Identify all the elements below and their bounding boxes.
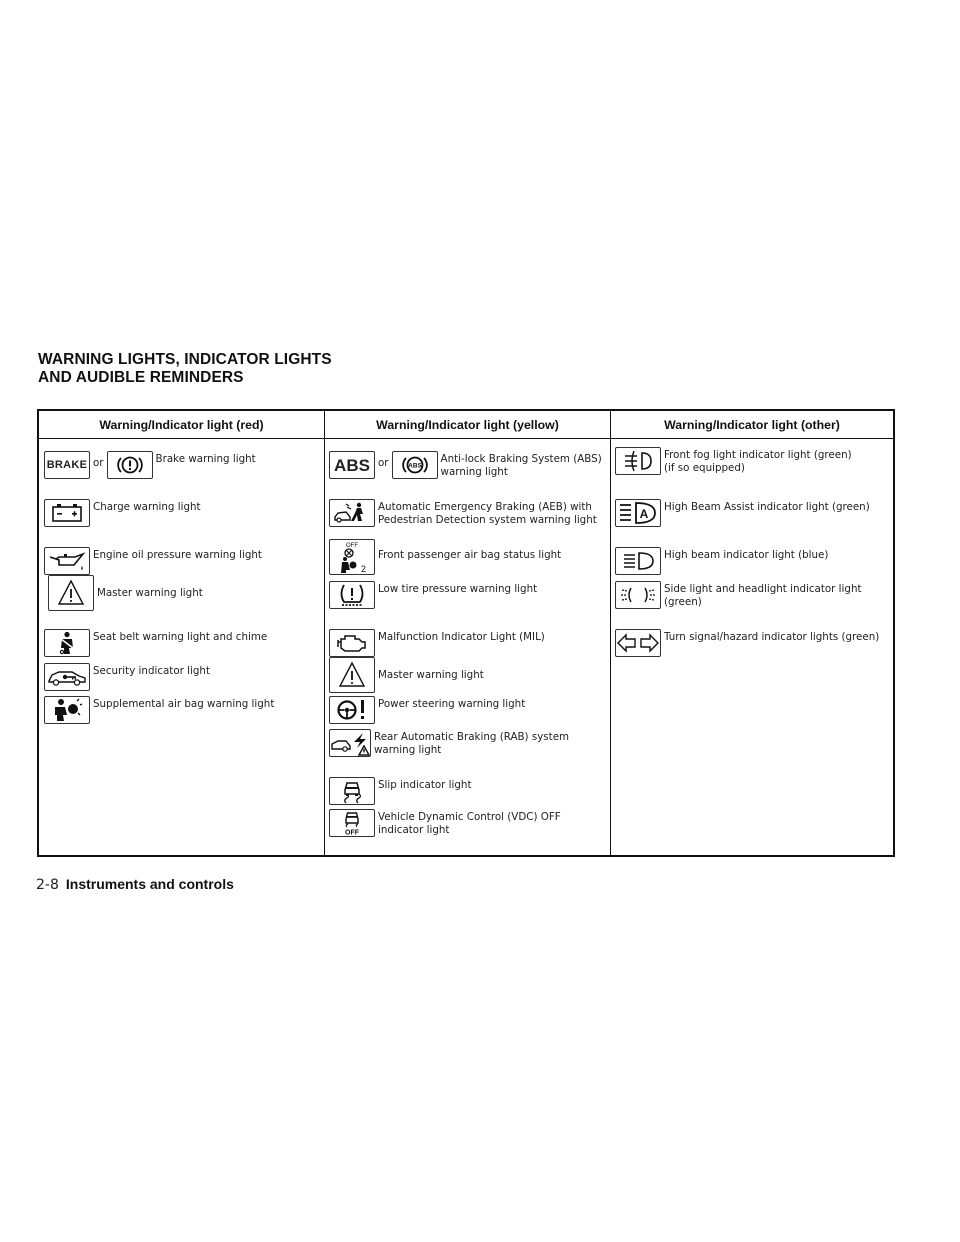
light-label: Rear Automatic Braking (RAB) system warning light	[374, 731, 570, 756]
section-title	[38, 351, 332, 387]
warning-triangle-icon	[329, 657, 375, 693]
light-label: Anti-lock Braking System (ABS) warning light	[440, 453, 602, 478]
table-row	[611, 447, 893, 475]
slip-icon	[329, 777, 375, 805]
light-label: High Beam Assist indicator light (green)	[664, 501, 870, 513]
table-row	[611, 581, 893, 609]
light-label: High beam indicator light (blue)	[664, 549, 829, 561]
svg-text:ABS: ABS	[407, 462, 422, 470]
light-label: Slip indicator light	[378, 779, 472, 791]
aeb-icon	[329, 499, 375, 527]
engine-icon	[329, 629, 375, 657]
light-label: Engine oil pressure warning light	[93, 549, 262, 561]
high-beam-icon	[615, 547, 661, 575]
svg-text:OFF: OFF	[346, 543, 358, 549]
table-row	[39, 547, 324, 575]
brake-circle-icon	[107, 451, 153, 479]
section-title-line1: WARNING LIGHTS, INDICATOR LIGHTS	[38, 351, 332, 368]
light-label: Automatic Emergency Braking (AEB) with Pedestrian Detection system warning light	[378, 501, 597, 526]
side-light-icon	[615, 581, 661, 609]
turn-signal-icon	[615, 629, 661, 657]
light-label: Master warning light	[97, 587, 203, 599]
table-row	[325, 657, 610, 693]
light-label: Front fog light indicator light (green) (if so equipped)	[664, 449, 852, 474]
oil-can-icon	[44, 547, 90, 575]
light-label: Side light and headlight indicator light (green)	[664, 583, 862, 608]
svg-text:A: A	[639, 507, 649, 521]
section-title-line2: AND AUDIBLE REMINDERS	[38, 369, 244, 386]
security-car-icon	[44, 663, 90, 691]
table-row	[325, 629, 610, 657]
light-label: Low tire pressure warning light	[378, 583, 538, 595]
seat-belt-icon	[44, 629, 90, 657]
warning-lights-table	[37, 409, 895, 857]
tire-pressure-icon	[329, 581, 375, 609]
table-row	[325, 539, 610, 575]
column-red	[39, 439, 324, 855]
warning-triangle-icon	[48, 575, 94, 611]
light-label: Seat belt warning light and chime	[93, 631, 268, 643]
high-beam-assist-icon	[615, 499, 661, 527]
header-other: Warning/Indicator light (other)	[610, 411, 893, 439]
chapter-title: Instruments and controls	[65, 876, 234, 892]
header-yellow: Warning/Indicator light (yellow)	[324, 411, 610, 439]
abs-text-icon: ABS	[329, 451, 375, 479]
light-label: Brake warning light	[155, 453, 256, 465]
table-row	[325, 696, 610, 724]
light-label: Charge warning light	[93, 501, 201, 513]
airbag-icon	[44, 696, 90, 724]
abs-circle-icon	[392, 451, 438, 479]
brake-text-icon: BRAKE	[44, 451, 90, 479]
table-row	[39, 629, 324, 657]
table-row	[39, 499, 324, 527]
front-fog-icon	[615, 447, 661, 475]
table-row	[39, 663, 324, 691]
battery-icon	[44, 499, 90, 527]
power-steering-icon	[329, 696, 375, 724]
table-row	[325, 809, 610, 837]
light-label: Front passenger air bag status light	[378, 549, 562, 561]
table-row	[39, 575, 324, 611]
table-row	[325, 777, 610, 805]
page-number: 2-8	[36, 877, 59, 893]
column-other	[610, 439, 893, 855]
table-row	[611, 629, 893, 657]
svg-text:OFF: OFF	[345, 829, 359, 836]
table-row: BRAKE or Brake warning light	[39, 451, 324, 479]
passenger-airbag-off-icon	[329, 539, 375, 575]
table-row	[325, 581, 610, 609]
table-row	[611, 499, 893, 527]
table-row	[325, 499, 610, 527]
light-label: Turn signal/hazard indicator lights (green)	[664, 631, 880, 643]
light-label: Vehicle Dynamic Control (VDC) OFF indicator light	[378, 811, 561, 836]
table-row: ABS or ABS Anti-lock Braking System (ABS) warning light	[325, 451, 610, 479]
light-label: Master warning light	[378, 669, 484, 681]
column-yellow	[324, 439, 610, 855]
light-label: Malfunction Indicator Light (MIL)	[378, 631, 545, 643]
table-row	[325, 729, 610, 757]
vdc-off-icon	[329, 809, 375, 837]
light-label: Supplemental air bag warning light	[93, 698, 275, 710]
header-red: Warning/Indicator light (red)	[39, 411, 324, 439]
page-footer	[36, 876, 234, 893]
svg-text:2: 2	[361, 564, 367, 574]
table-row	[39, 696, 324, 724]
rab-icon	[329, 729, 371, 757]
light-label: Security indicator light	[93, 665, 210, 677]
light-label: Power steering warning light	[378, 698, 526, 710]
table-row	[611, 547, 893, 575]
